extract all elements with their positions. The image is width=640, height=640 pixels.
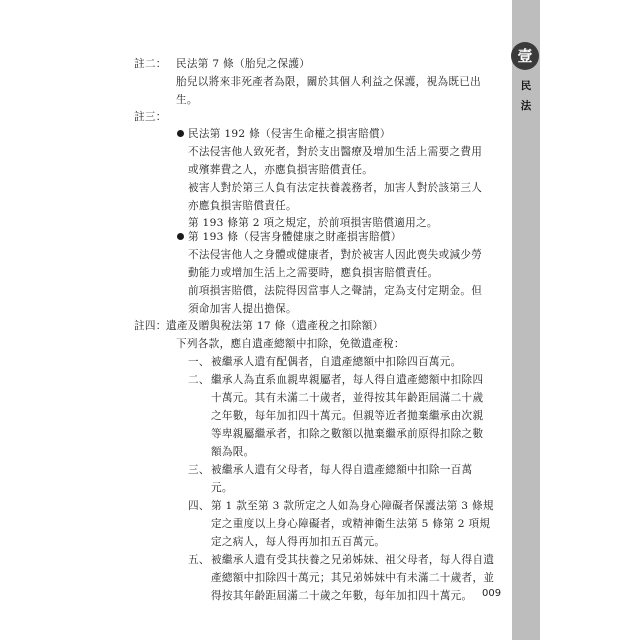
item-number: 五、 (188, 554, 210, 566)
bullet-icon (177, 233, 184, 240)
item-text-line: 被繼承人遺有父母者，每人得自遺產總額中扣除一百萬 (211, 464, 473, 476)
note-text-line: 生。 (176, 94, 198, 106)
item-number: 二、 (188, 374, 210, 386)
item-text-line: 第 1 款至第 3 款所定之人如為身心障礙者保護法第 3 條規 (211, 500, 494, 512)
note-text-line: 被害人對於第三人負有法定扶養義務者，加害人對於該第三人 (188, 182, 483, 194)
chapter-title (512, 76, 540, 116)
item-text-line: 得按其年齡距屆滿二十歲之年數，每年加扣四十萬元。 (211, 590, 473, 602)
note-text-line: 前項損害賠償，法院得因當事人之聲請，定為支付定期金。但 (188, 285, 483, 297)
note-text-line: 胎兒以將來非死產者為限，關於其個人利益之保護，視為既已出 (176, 76, 482, 88)
item-text-line: 元。 (211, 482, 233, 494)
bullet-icon (177, 130, 184, 137)
item-text-line: 繼承人為直系血親卑親屬者，每人得自遺產總額中扣除四 (211, 374, 484, 386)
item-text-line: 定之重度以上身心障礙者，或精神衛生法第 5 條第 2 項規 (211, 518, 491, 530)
item-text-line: 定之病人，每人得再加扣五百萬元。 (211, 536, 386, 548)
item-number: 四、 (188, 500, 210, 512)
note-heading: 民法第 7 條（胎兒之保護） (176, 58, 311, 70)
note-label: 註三： (134, 111, 167, 123)
note-heading: 第 193 條（侵害身體健康之財產損害賠償） (188, 231, 402, 243)
note-text-line: 第 193 條第 2 項之規定，於前項損害賠償適用之。 (188, 217, 438, 229)
note-text-line: 亦應負損害賠償責任。 (188, 200, 297, 212)
chapter-number-badge: 壹 (511, 42, 539, 70)
note-text-line: 動能力或增加生活上之需要時，應負損害賠償責任。 (188, 267, 439, 279)
note-heading: 民法第 192 條（侵害生命權之損害賠償） (188, 128, 391, 140)
item-text-line: 額為限。 (211, 446, 255, 458)
page-number: 009 (482, 588, 502, 599)
chapter-title-char: 法 (520, 100, 532, 112)
item-text-line: 等卑親屬繼承者，扣除之數額以拋棄繼承前原得扣除之數 (211, 428, 484, 440)
note-text-line: 不法侵害他人致死者，對於支出醫療及增加生活上需要之費用 (188, 146, 483, 158)
note-text-line: 不法侵害他人之身體或健康者，對於被害人因此喪失或減少勞 (188, 249, 483, 261)
item-text-line: 被繼承人遺有配偶者，自遺產總額中扣除四百萬元。 (211, 356, 462, 368)
note-text-line: 須命加害人提出擔保。 (188, 303, 297, 315)
item-number: 三、 (188, 464, 210, 476)
note-text-line: 或殯葬費之人，亦應負損害賠償責任。 (188, 164, 374, 176)
note-label: 註二： (134, 58, 167, 70)
item-number: 一、 (188, 356, 210, 368)
item-text-line: 之年數，每年加扣四十萬元。但親等近者拋棄繼承由次親 (211, 410, 484, 422)
item-text-line: 被繼承人遺有受其扶養之兄弟姊妹、祖父母者，每人得自遺 (211, 554, 495, 566)
note-label: 註四： (134, 320, 167, 332)
chapter-title-char: 民 (520, 80, 532, 92)
note-intro: 下列各款，應自遺產總額中扣除，免徵遺產稅： (176, 338, 405, 350)
item-text-line: 產總額中扣除四十萬元；其兄弟姊妹中有未滿二十歲者，並 (211, 572, 495, 584)
note-heading: 遺產及贈與稅法第 17 條（遺產稅之扣除額） (166, 320, 384, 332)
item-text-line: 十萬元。其有未滿二十歲者，並得按其年齡距屆滿二十歲 (211, 392, 484, 404)
